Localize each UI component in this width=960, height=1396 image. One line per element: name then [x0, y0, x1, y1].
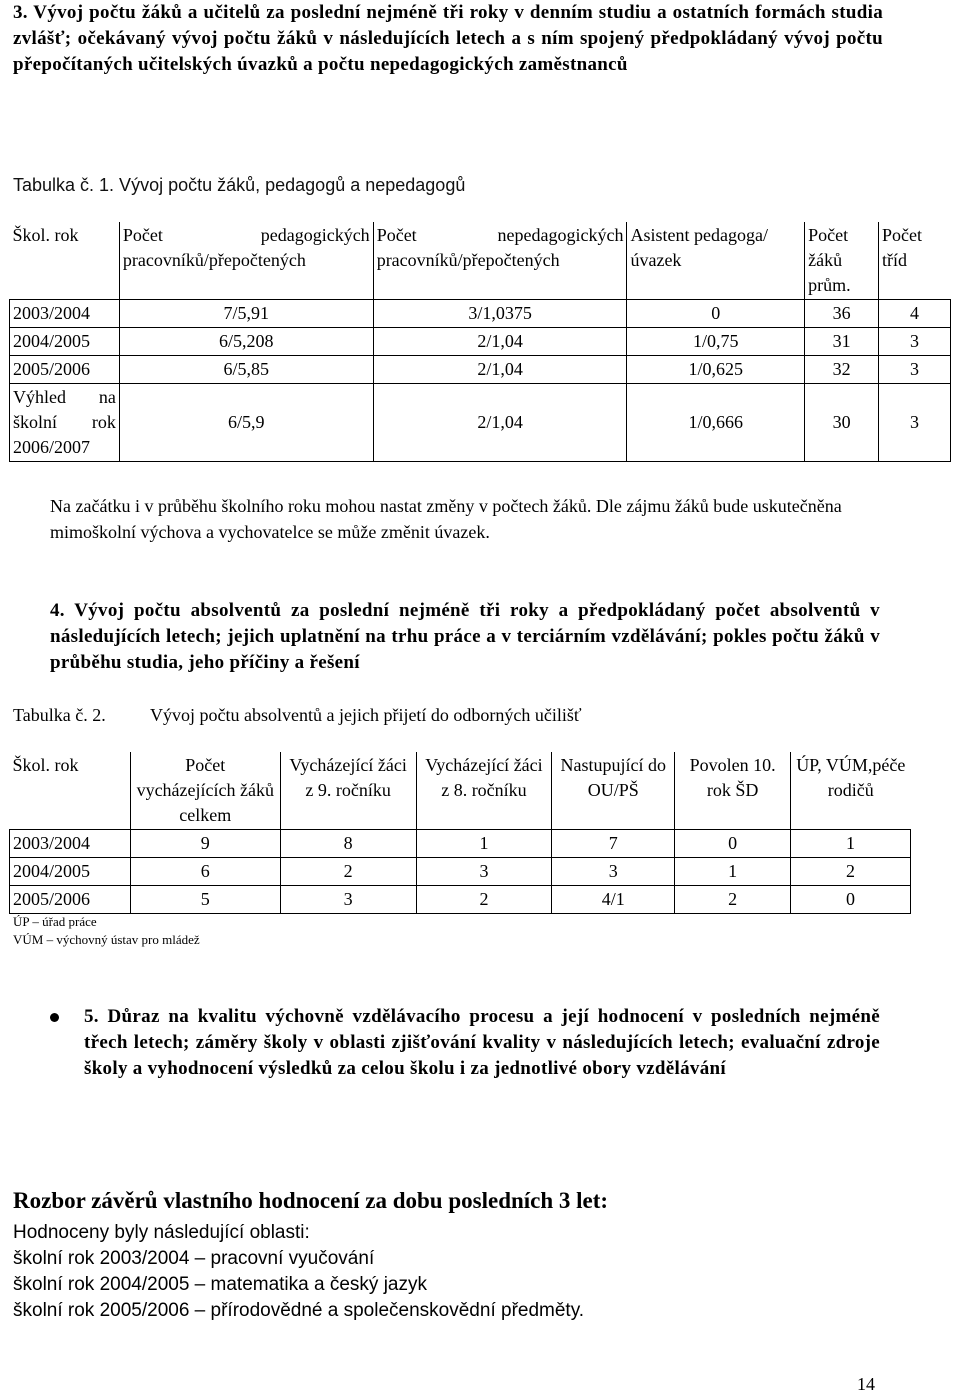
- table-cell: 1: [791, 830, 911, 858]
- table-1-caption: Tabulka č. 1. Vývoj počtu žáků, pedagogů a nepedagogů: [13, 175, 466, 195]
- table-row: [10, 858, 911, 886]
- summary-line: školní rok 2003/2004 – pracovní vyučování: [13, 1248, 375, 1269]
- table-1-header-cell: Počet žáků prům.: [805, 222, 879, 300]
- table-cell: 30: [805, 384, 879, 462]
- table-cell: 1: [675, 858, 791, 886]
- table-row: [10, 384, 951, 462]
- table-cell: 0: [627, 300, 805, 328]
- summary-line: Hodnoceny byly následující oblasti:: [13, 1222, 310, 1243]
- table-cell: 2: [416, 886, 552, 914]
- table-2-header-cell: Škol. rok: [10, 752, 131, 830]
- table-cell: 6/5,85: [119, 356, 373, 384]
- table-row: [10, 886, 911, 914]
- footnote-up: ÚP – úřad práce: [13, 914, 97, 929]
- table-2-header-cell: Počet vycházejících žáků celkem: [130, 752, 280, 830]
- table-cell: 3: [416, 858, 552, 886]
- table-cell: 0: [791, 886, 911, 914]
- table-cell: 32: [805, 356, 879, 384]
- table-cell: 0: [675, 830, 791, 858]
- table-2-header-cell: Vycházející žáci z 9. ročníku: [280, 752, 416, 830]
- table-2-label: Tabulka č. 2.: [13, 705, 106, 725]
- table-1-header-cell: Škol. rok: [10, 222, 120, 300]
- table-cell: 36: [805, 300, 879, 328]
- table-cell: 2/1,04: [373, 384, 627, 462]
- table-cell: 5: [130, 886, 280, 914]
- section-4-heading: 4. Vývoj počtu absolventů za poslední nejméně tři roky a předpokládaný počet absolventů v následujících letech; jejich uplatnění na trhu práce a v terciárním vzdělávání; pokles počtu žáků v průběhu studia, jeho příčiny a řešení: [50, 600, 880, 673]
- table-cell: 4: [879, 300, 951, 328]
- table-1-header-cell: Počet nepedagogických pracovníků/přepočtených: [373, 222, 627, 300]
- table-row: [10, 356, 951, 384]
- table-cell: 2: [280, 858, 416, 886]
- table-cell: 8: [280, 830, 416, 858]
- table-cell: 2: [791, 858, 911, 886]
- table-cell: 3: [879, 328, 951, 356]
- table-cell: 3: [552, 858, 675, 886]
- table-2-header-cell: Vycházející žáci z 8. ročníku: [416, 752, 552, 830]
- table-cell: 2/1,04: [373, 356, 627, 384]
- table-row: [10, 300, 951, 328]
- table-cell: 9: [130, 830, 280, 858]
- table-cell: 2004/2005: [10, 858, 131, 886]
- table-cell: 1/0,75: [627, 328, 805, 356]
- table-cell: 3: [280, 886, 416, 914]
- table-row: [10, 328, 951, 356]
- table-cell: 6: [130, 858, 280, 886]
- table-cell: 7: [552, 830, 675, 858]
- table-2-header-cell: Nastupující do OU/PŠ: [552, 752, 675, 830]
- table-cell: 7/5,91: [119, 300, 373, 328]
- table-2-header-row: [10, 752, 911, 830]
- section-3-heading: 3. Vývoj počtu žáků a učitelů za poslední nejméně tři roky v denním studiu a ostatních formách studia zvlášť; očekávaný vývoj počtu žáků v následujících letech a s ním spojený předpokládaný vývoj počtu přepočítaných učitelských úvazků a počtu nepedagogických zaměstnanců: [13, 2, 883, 75]
- table-cell: 3: [879, 384, 951, 462]
- table-cell: 2004/2005: [10, 328, 120, 356]
- table-cell: 6/5,9: [119, 384, 373, 462]
- table-cell: 2005/2006: [10, 886, 131, 914]
- table-cell: 1/0,625: [627, 356, 805, 384]
- table-cell: 1/0,666: [627, 384, 805, 462]
- page-number: 14: [857, 1374, 875, 1394]
- table-1-header-cell: Počet tříd: [879, 222, 951, 300]
- table-1-header-row: [10, 222, 951, 300]
- section-5-heading: 5. Důraz na kvalitu výchovně vzdělávacího procesu a její hodnocení v posledních nejméně třech letech; záměry školy v oblasti zjišťování kvality v následujících letech; evaluační zdroje školy a vyhodnocení výsledků za celou školu i za jednotlivé obory vzdělávání: [84, 1006, 880, 1079]
- table-cell: 1: [416, 830, 552, 858]
- table-2: [9, 752, 911, 914]
- footnote-vum: VÚM – výchovný ústav pro mládež: [13, 932, 200, 947]
- summary-line: školní rok 2005/2006 – přírodovědné a společenskovědní předměty.: [13, 1300, 585, 1321]
- table-cell: 3: [879, 356, 951, 384]
- table-cell: 3/1,0375: [373, 300, 627, 328]
- table-cell: 2: [675, 886, 791, 914]
- table-cell: 6/5,208: [119, 328, 373, 356]
- table-cell: 2/1,04: [373, 328, 627, 356]
- table-cell: 4/1: [552, 886, 675, 914]
- table-cell: Výhled na školní rok 2006/2007: [10, 384, 120, 462]
- table-2-caption: Vývoj počtu absolventů a jejich přijetí do odborných učilišť: [150, 705, 582, 725]
- table-cell: 2003/2004: [10, 300, 120, 328]
- table-cell: 2005/2006: [10, 356, 120, 384]
- table-row: [10, 830, 911, 858]
- summary-line: školní rok 2004/2005 – matematika a český jazyk: [13, 1274, 427, 1295]
- table-2-header-cell: ÚP, VÚM,péče rodičů: [791, 752, 911, 830]
- table-1: [9, 222, 951, 462]
- table-1-note: Na začátku i v průběhu školního roku mohou nastat změny v počtech žáků. Dle zájmu žáků bude uskutečněna mimoškolní výchova a vychovatelce se může změnit úvazek.: [50, 496, 842, 542]
- table-cell: 2003/2004: [10, 830, 131, 858]
- bullet-icon: [50, 1013, 59, 1022]
- summary-title: Rozbor závěrů vlastního hodnocení za dobu posledních 3 let:: [13, 1188, 609, 1213]
- table-2-header-cell: Povolen 10. rok ŠD: [675, 752, 791, 830]
- table-1-header-cell: Asistent pedagoga/úvazek: [627, 222, 805, 300]
- table-cell: 31: [805, 328, 879, 356]
- table-1-header-cell: Počet pedagogických pracovníků/přepočtených: [119, 222, 373, 300]
